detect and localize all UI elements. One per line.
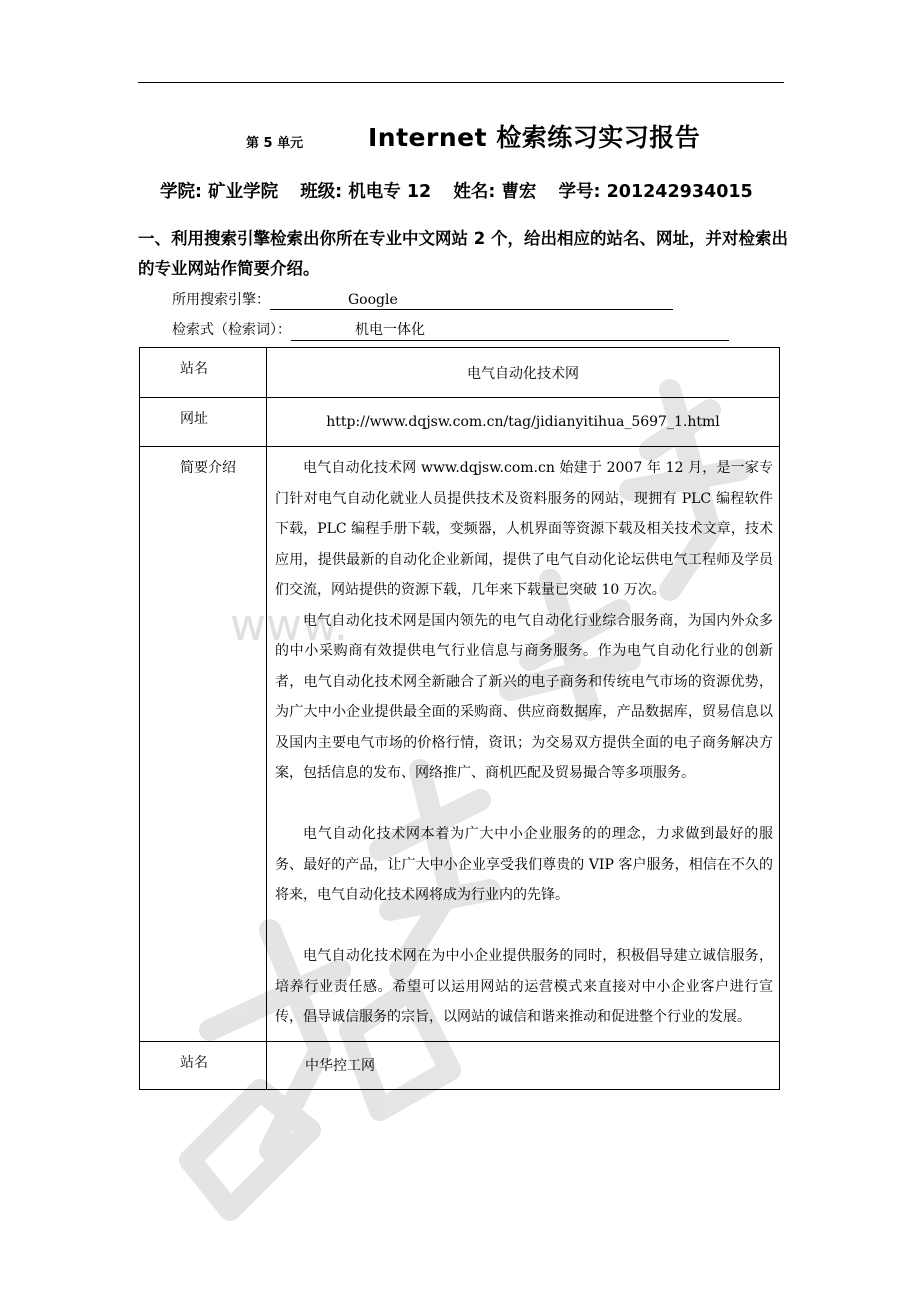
site-intro-value	[267, 447, 780, 1042]
table-row	[140, 348, 780, 398]
search-query-row	[172, 319, 729, 341]
search-query-value: 机电一体化	[291, 319, 729, 341]
watermark-text: www.	[230, 600, 348, 651]
search-engine-row	[172, 289, 673, 310]
site-name-value: 电气自动化技术网	[267, 348, 780, 398]
site-url-value: http://www.dqjsw.com.cn/tag/jidianyitihua_5697_1.html	[267, 398, 780, 447]
site2-name-label: 站名	[140, 1041, 267, 1089]
table-row	[140, 398, 780, 447]
name-field: 姓名: 曹宏	[453, 182, 537, 202]
question-text: 一、利用搜索引擎检索出你所在专业中文网站 2 个，给出相应的站名、网址，并对检索出的专业网站作简要介绍。	[138, 229, 788, 278]
college-field: 学院: 矿业学院	[160, 182, 279, 202]
top-rule	[138, 82, 784, 83]
site-intro-label: 简要介绍	[140, 447, 267, 1042]
search-query-label: 检索式（检索词）：	[172, 322, 291, 338]
intro-paragraph: 电气自动化技术网是国内领先的电气自动化行业综合服务商，为国内外众多的中小采购商有效提供电气行业信息与商务服务。作为电气自动化行业的创新者，电气自动化技术网全新融合了新兴的电子商务和传统电气市场的资源优势，为广大中小企业提供最全面的采购商、供应商数据库，产品数据库，贸易信息以及国内主要电气市场的价格行情，资讯；为交易双方提供全面的电子商务解决方案，包括信息的发布、网络推广、商机匹配及贸易撮合等多项服务。	[275, 612, 773, 781]
search-engine-value: Google	[270, 292, 673, 310]
page-title: Internet 检索练习实习报告	[368, 123, 701, 152]
site-name-label: 站名	[140, 348, 267, 398]
site2-name-value: 中华控工网	[267, 1041, 780, 1089]
unit-label: 第 5 单元	[246, 136, 304, 151]
search-engine-label: 所用搜索引擎：	[172, 292, 270, 308]
intro-paragraph: 电气自动化技术网 www.dqjsw.com.cn 始建于 2007 年 12 月，是一家专门针对电气自动化就业人员提供技术及资料服务的网站，现拥有 PLC 编程软件下载，PLC 编程手册下载，变频器，人机界面等资源下载及相关技术文章，技术应用，提供最新的自动化企业新闻，提供了电气自动化论坛供电气工程师及学员们交流，网站提供的资源下载，几年来下载量已突破 10 万次。	[275, 460, 773, 598]
class-field: 班级: 机电专 12	[300, 182, 432, 202]
report-header	[138, 114, 784, 158]
table-row	[140, 447, 780, 1042]
intro-paragraph: 电气自动化技术网本着为广大中小企业服务的的理念，力求做到最好的服务、最好的产品，让广大中小企业享受我们尊贵的 VIP 客户服务，相信在不久的将来，电气自动化技术网将成为行业内的先锋。	[275, 826, 773, 903]
table-row	[140, 1041, 780, 1089]
site-table	[139, 347, 780, 1090]
student-id-field: 学号: 201242934015	[558, 182, 753, 202]
site-url-label: 网址	[140, 398, 267, 447]
student-info	[160, 178, 753, 203]
intro-paragraph: 电气自动化技术网在为中小企业提供服务的同时，积极倡导建立诚信服务，培养行业责任感。希望可以运用网站的运营模式来直接对中小企业客户进行宣传，倡导诚信服务的宗旨，以网站的诚信和谐来推动和促进整个行业的发展。	[275, 948, 773, 1025]
